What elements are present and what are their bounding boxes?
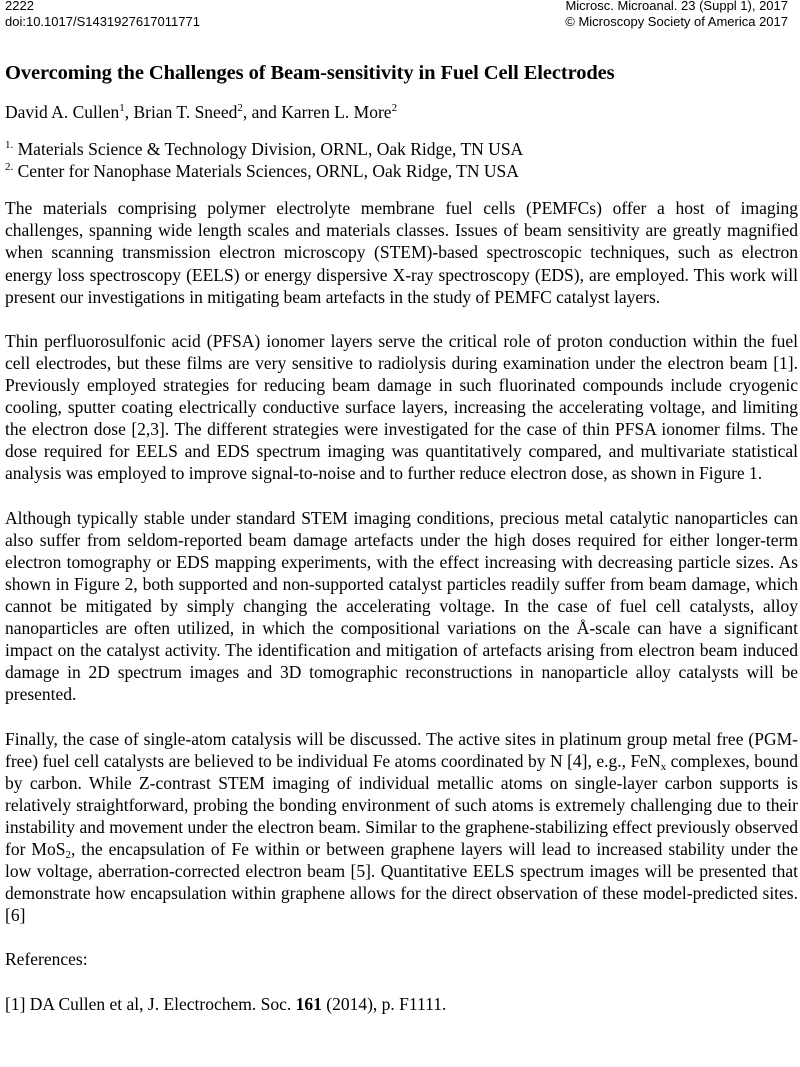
author-list — [5, 101, 798, 123]
affiliation-marker: 1 — [119, 102, 125, 114]
text-run: Finally, the case of single-atom catalysis will be discussed. The active sites in platinum group metal free (PGM-free) fuel cell catalysts are believed to be individual Fe atoms coordinated by N [4], e.g., FeN — [5, 728, 798, 771]
article-title: Overcoming the Challenges of Beam-sensitivity in Fuel Cell Electrodes — [5, 62, 615, 84]
article-body — [5, 60, 798, 1015]
affiliation-2 — [5, 160, 798, 182]
reference-text: (2014), p. F1111. — [321, 993, 447, 1014]
author-name: David A. Cullen — [5, 102, 120, 122]
author-name: Karren L. More — [281, 102, 392, 122]
affiliation-number: 2. — [5, 161, 14, 174]
author-name: Brian T. Sneed — [133, 102, 238, 122]
affiliation-text: Center for Nanophase Materials Sciences, ORNL, Oak Ridge, TN USA — [13, 161, 519, 182]
paragraph-intro: The materials comprising polymer electrolyte membrane fuel cells (PEMFCs) offer a host of imaging challenges, spanning wide length scales and materials classes. Issues of beam sensitivity are greatly magnified when scanning transmission electron microscopy (STEM)-based spectroscopic techniques, such as electron energy loss spectroscopy (EELS) or energy dispersive X-ray spectroscopy (EDS), are employed. This work will present our investigations in mitigating beam artefacts in the study of PEMFC catalyst layers. — [5, 198, 798, 307]
reference-item — [5, 993, 798, 1015]
text-run: , the encapsulation of Fe within or between graphene layers will lead to increased stability under the low voltage, aberration-corrected electron beam [5]. Quantitative EELS spectrum images will be presented that demonstrate how encapsulation within graphene allows for the direct observation of these model-predicted sites.[6] — [5, 839, 798, 926]
journal-citation: Microsc. Microanal. 23 (Suppl 1), 2017 — [565, 0, 788, 13]
affiliation-number: 1. — [5, 139, 14, 152]
paragraph-ionomer: Thin perfluorosulfonic acid (PFSA) ionomer layers serve the critical role of proton conduction within the fuel cell electrodes, but these films are very sensitive to radiolysis during examination under the electron beam [1]. Previously employed strategies for reducing beam damage in such fluorinated compounds include cryogenic cooling, sputter coating electrically conductive surface layers, increasing the accelerating voltage, and limiting the electron dose [2,3]. The different strategies were investigated for the case of thin PFSA ionomer films. The dose required for EELS and EDS spectrum imaging was quantitatively compared, and multivariate statistical analysis was employed to improve signal-to-noise and to further reduce electron dose, as shown in Figure 1. — [5, 330, 798, 484]
subscript: x — [660, 760, 667, 773]
reference-text: [1] DA Cullen et al, J. Electrochem. Soc. — [5, 993, 296, 1014]
header-left — [5, 0, 200, 29]
author-separator: , and — [242, 102, 282, 122]
paragraph-single-atom — [5, 728, 798, 927]
affiliations — [5, 138, 798, 182]
references-heading: References: — [5, 949, 88, 970]
affiliation-1 — [5, 138, 798, 160]
header-right — [565, 0, 788, 29]
affiliation-marker: 2 — [391, 102, 398, 114]
subscript: 2 — [65, 849, 71, 861]
author-separator: , — [124, 102, 134, 122]
text-run: complexes, bound by carbon. While Z-contrast STEM imaging of individual metallic atoms on single-layer carbon supports is relatively straightforward, probing the bonding environment of such atoms is extremely challenging due to their instability and movement under the electron beam. Similar to the graphene-stabilizing effect previously observed for MoS — [5, 750, 798, 859]
copyright: © Microscopy Society of America 2017 — [565, 13, 788, 29]
page-header — [5, 0, 788, 29]
affiliation-marker: 2 — [237, 102, 243, 114]
reference-volume: 161 — [295, 993, 322, 1014]
page-number: 2222 — [5, 0, 34, 13]
affiliation-text: Materials Science & Technology Division, ORNL, Oak Ridge, TN USA — [13, 139, 524, 160]
paragraph-nanoparticles: Although typically stable under standard STEM imaging conditions, precious metal catalytic nanoparticles can also suffer from seldom-reported beam damage artefacts under the high doses required for either longer-term electron tomography or EDS mapping experiments, with the effect increasing with decreasing particle sizes. As shown in Figure 2, both supported and non-supported catalyst particles readily suffer from beam damage, which cannot be mitigated by simply changing the accelerating voltage. In the case of fuel cell catalysts, alloy nanoparticles are often utilized, in which the compositional variations on the Å-scale can have a significant impact on the catalyst activity. The identification and mitigation of artefacts arising from electron beam induced damage in 2D spectrum images and 3D tomographic reconstructions in nanoparticle alloy catalysts will be presented. — [5, 507, 798, 705]
doi: doi:10.1017/S1431927617011771 — [5, 13, 200, 29]
